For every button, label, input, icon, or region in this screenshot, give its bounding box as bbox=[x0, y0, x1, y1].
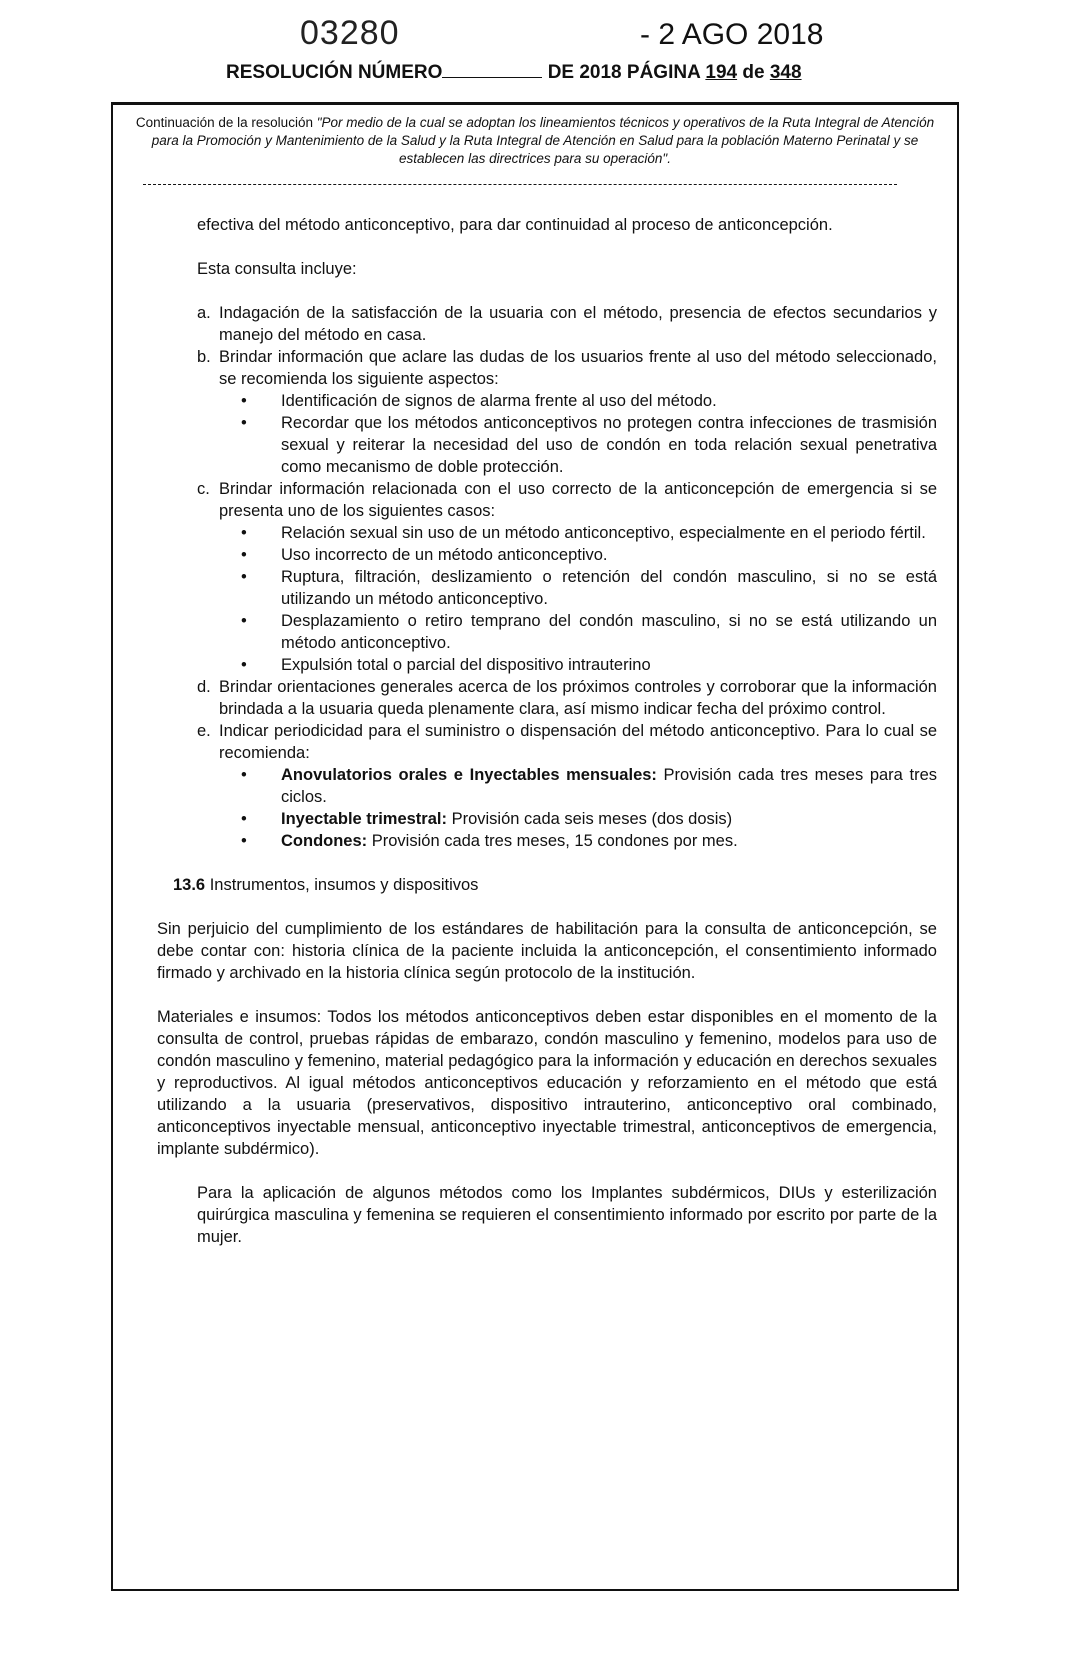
intro-lead: Continuación de la resolución bbox=[135, 115, 317, 130]
list-item-a bbox=[197, 302, 937, 346]
bullet-text: Provisión cada seis meses (dos dosis) bbox=[446, 810, 733, 828]
list-text: Brindar información que aclare las dudas de los usuarios frente al uso del método seleccionado, se recomienda los siguiente aspectos: bbox=[219, 348, 937, 388]
bullet-term: Anovulatorios orales e Inyectables mensuales: bbox=[281, 766, 657, 784]
bullet-icon: • bbox=[241, 832, 247, 850]
section-heading bbox=[173, 874, 937, 896]
header-of: de bbox=[742, 62, 765, 83]
section-number: 13.6 bbox=[173, 876, 206, 894]
bullet-term: Inyectable trimestral: bbox=[281, 810, 447, 828]
bullet-item bbox=[241, 830, 937, 852]
bullet-item bbox=[241, 654, 937, 676]
page-total: 348 bbox=[769, 62, 802, 83]
bullet-item bbox=[241, 522, 937, 544]
list-marker: c. bbox=[197, 480, 210, 498]
bullet-text: Expulsión total o parcial del dispositivo intrauterino bbox=[281, 656, 651, 674]
bullet-icon: • bbox=[241, 612, 247, 630]
bullet-item bbox=[241, 412, 937, 478]
bullet-item bbox=[241, 390, 937, 412]
bullet-item bbox=[241, 808, 937, 830]
list-marker: b. bbox=[197, 348, 211, 366]
paragraph: Materiales e insumos: Todos los métodos anticonceptivos deben estar disponibles en el momento de la consulta de control, pruebas rápidas de embarazo, condón masculino y femenino, modelos para uso de condón masculino y femenino, material pedagógico para la información y educación en derechos sexuales y reproductivos. Al igual métodos anticonceptivos educación y reforzamiento en el método que está utilizando a la usuaria (preservativos, dispositivo intrauterino, anticonceptivo oral combinado, anticonceptivos inyectable mensual, anticonceptivo inyectable trimestral, anticonceptivos de emergencia, implante subdérmico). bbox=[157, 1008, 937, 1158]
list-marker: e. bbox=[197, 722, 211, 740]
number-blank bbox=[442, 63, 542, 78]
list-item-d bbox=[197, 676, 937, 720]
header-rule bbox=[113, 102, 957, 105]
page-header bbox=[226, 62, 802, 84]
bullet-term: Condones: bbox=[281, 832, 368, 850]
paragraph: efectiva del método anticonceptivo, para dar continuidad al proceso de anticoncepción. bbox=[197, 216, 833, 234]
bullet-text: Uso incorrecto de un método anticonceptivo. bbox=[281, 546, 608, 564]
bullet-icon: • bbox=[241, 568, 247, 586]
bullet-text: Relación sexual sin uso de un método anticonceptivo, especialmente en el periodo fértil. bbox=[281, 524, 926, 542]
list-item-b bbox=[197, 346, 937, 390]
bullet-icon: • bbox=[241, 546, 247, 564]
bullet-text: Ruptura, filtración, deslizamiento o retención del condón masculino, si no se está utilizando un método anticonceptivo. bbox=[281, 568, 937, 608]
paragraph: Para la aplicación de algunos métodos como los Implantes subdérmicos, DIUs y esterilización quirúrgica masculina y femenina se requieren el consentimiento informado por escrito por parte de la mujer. bbox=[197, 1184, 937, 1246]
bullet-icon: • bbox=[241, 656, 247, 674]
bullet-item bbox=[241, 544, 937, 566]
list-marker: a. bbox=[197, 304, 211, 322]
bullet-icon: • bbox=[241, 766, 247, 784]
bullet-icon: • bbox=[241, 414, 247, 432]
bullet-text: Provisión cada tres meses para tres ciclos. bbox=[281, 766, 937, 806]
continuation-note bbox=[133, 114, 937, 168]
bullet-item bbox=[241, 764, 937, 808]
list-text: Brindar información relacionada con el uso correcto de la anticoncepción de emergencia si se presenta uno de los siguientes casos: bbox=[219, 480, 937, 520]
body-text bbox=[157, 214, 937, 1248]
list-text: Indicar periodicidad para el suministro o dispensación del método anticonceptivo. Para lo cual se recomienda: bbox=[219, 722, 937, 762]
bullet-icon: • bbox=[241, 810, 247, 828]
bullet-text: Recordar que los métodos anticonceptivos no protegen contra infecciones de trasmisión sexual y reiterar la necesidad del uso de condón en toda relación sexual penetrativa como mecanismo de doble protección. bbox=[281, 414, 937, 476]
page-number: 194 bbox=[705, 62, 738, 83]
list-marker: d. bbox=[197, 678, 211, 696]
list-item-c bbox=[197, 478, 937, 522]
bullet-item bbox=[241, 566, 937, 610]
resolution-number-stamp: 03280 bbox=[300, 14, 400, 52]
bullet-icon: • bbox=[241, 524, 247, 542]
intro-quote: "Por medio de la cual se adoptan los lineamientos técnicos y operativos de la Ruta Integral de Atención para la Promoción y Mantenimiento de la Salud y la Ruta Integral de Atención en Salud para la población Materno Perinatal y se establecen las directrices para su operación". bbox=[151, 115, 935, 166]
bullet-text: Provisión cada tres meses, 15 condones por mes. bbox=[367, 832, 738, 850]
dashed-divider bbox=[143, 184, 897, 185]
header-middle: DE 2018 PÁGINA bbox=[547, 62, 701, 83]
bullet-text: Identificación de signos de alarma frente al uso del método. bbox=[281, 392, 717, 410]
paragraph: Sin perjuicio del cumplimiento de los estándares de habilitación para la consulta de anticoncepción, se debe contar con: historia clínica de la paciente incluida la anticoncepción, el consentimiento informado firmado y archivado en la historia clínica según protocolo de la institución. bbox=[157, 920, 937, 982]
list-text: Indagación de la satisfacción de la usuaria con el método, presencia de efectos secundarios y manejo del método en casa. bbox=[219, 304, 937, 344]
date-stamp: - 2 AGO 2018 bbox=[640, 18, 824, 51]
paragraph: Esta consulta incluye: bbox=[197, 260, 357, 278]
list-item-e bbox=[197, 720, 937, 764]
bullet-icon: • bbox=[241, 392, 247, 410]
section-title: Instrumentos, insumos y dispositivos bbox=[209, 876, 479, 894]
header-prefix: RESOLUCIÓN NÚMERO bbox=[226, 62, 443, 83]
bullet-text: Desplazamiento o retiro temprano del condón masculino, si no se está utilizando un método anticonceptivo. bbox=[281, 612, 937, 652]
list-text: Brindar orientaciones generales acerca de los próximos controles y corroborar que la información brindada a la usuaria queda plenamente clara, así mismo indicar fecha del próximo control. bbox=[219, 678, 937, 718]
content-frame bbox=[111, 102, 959, 1591]
bullet-item bbox=[241, 610, 937, 654]
